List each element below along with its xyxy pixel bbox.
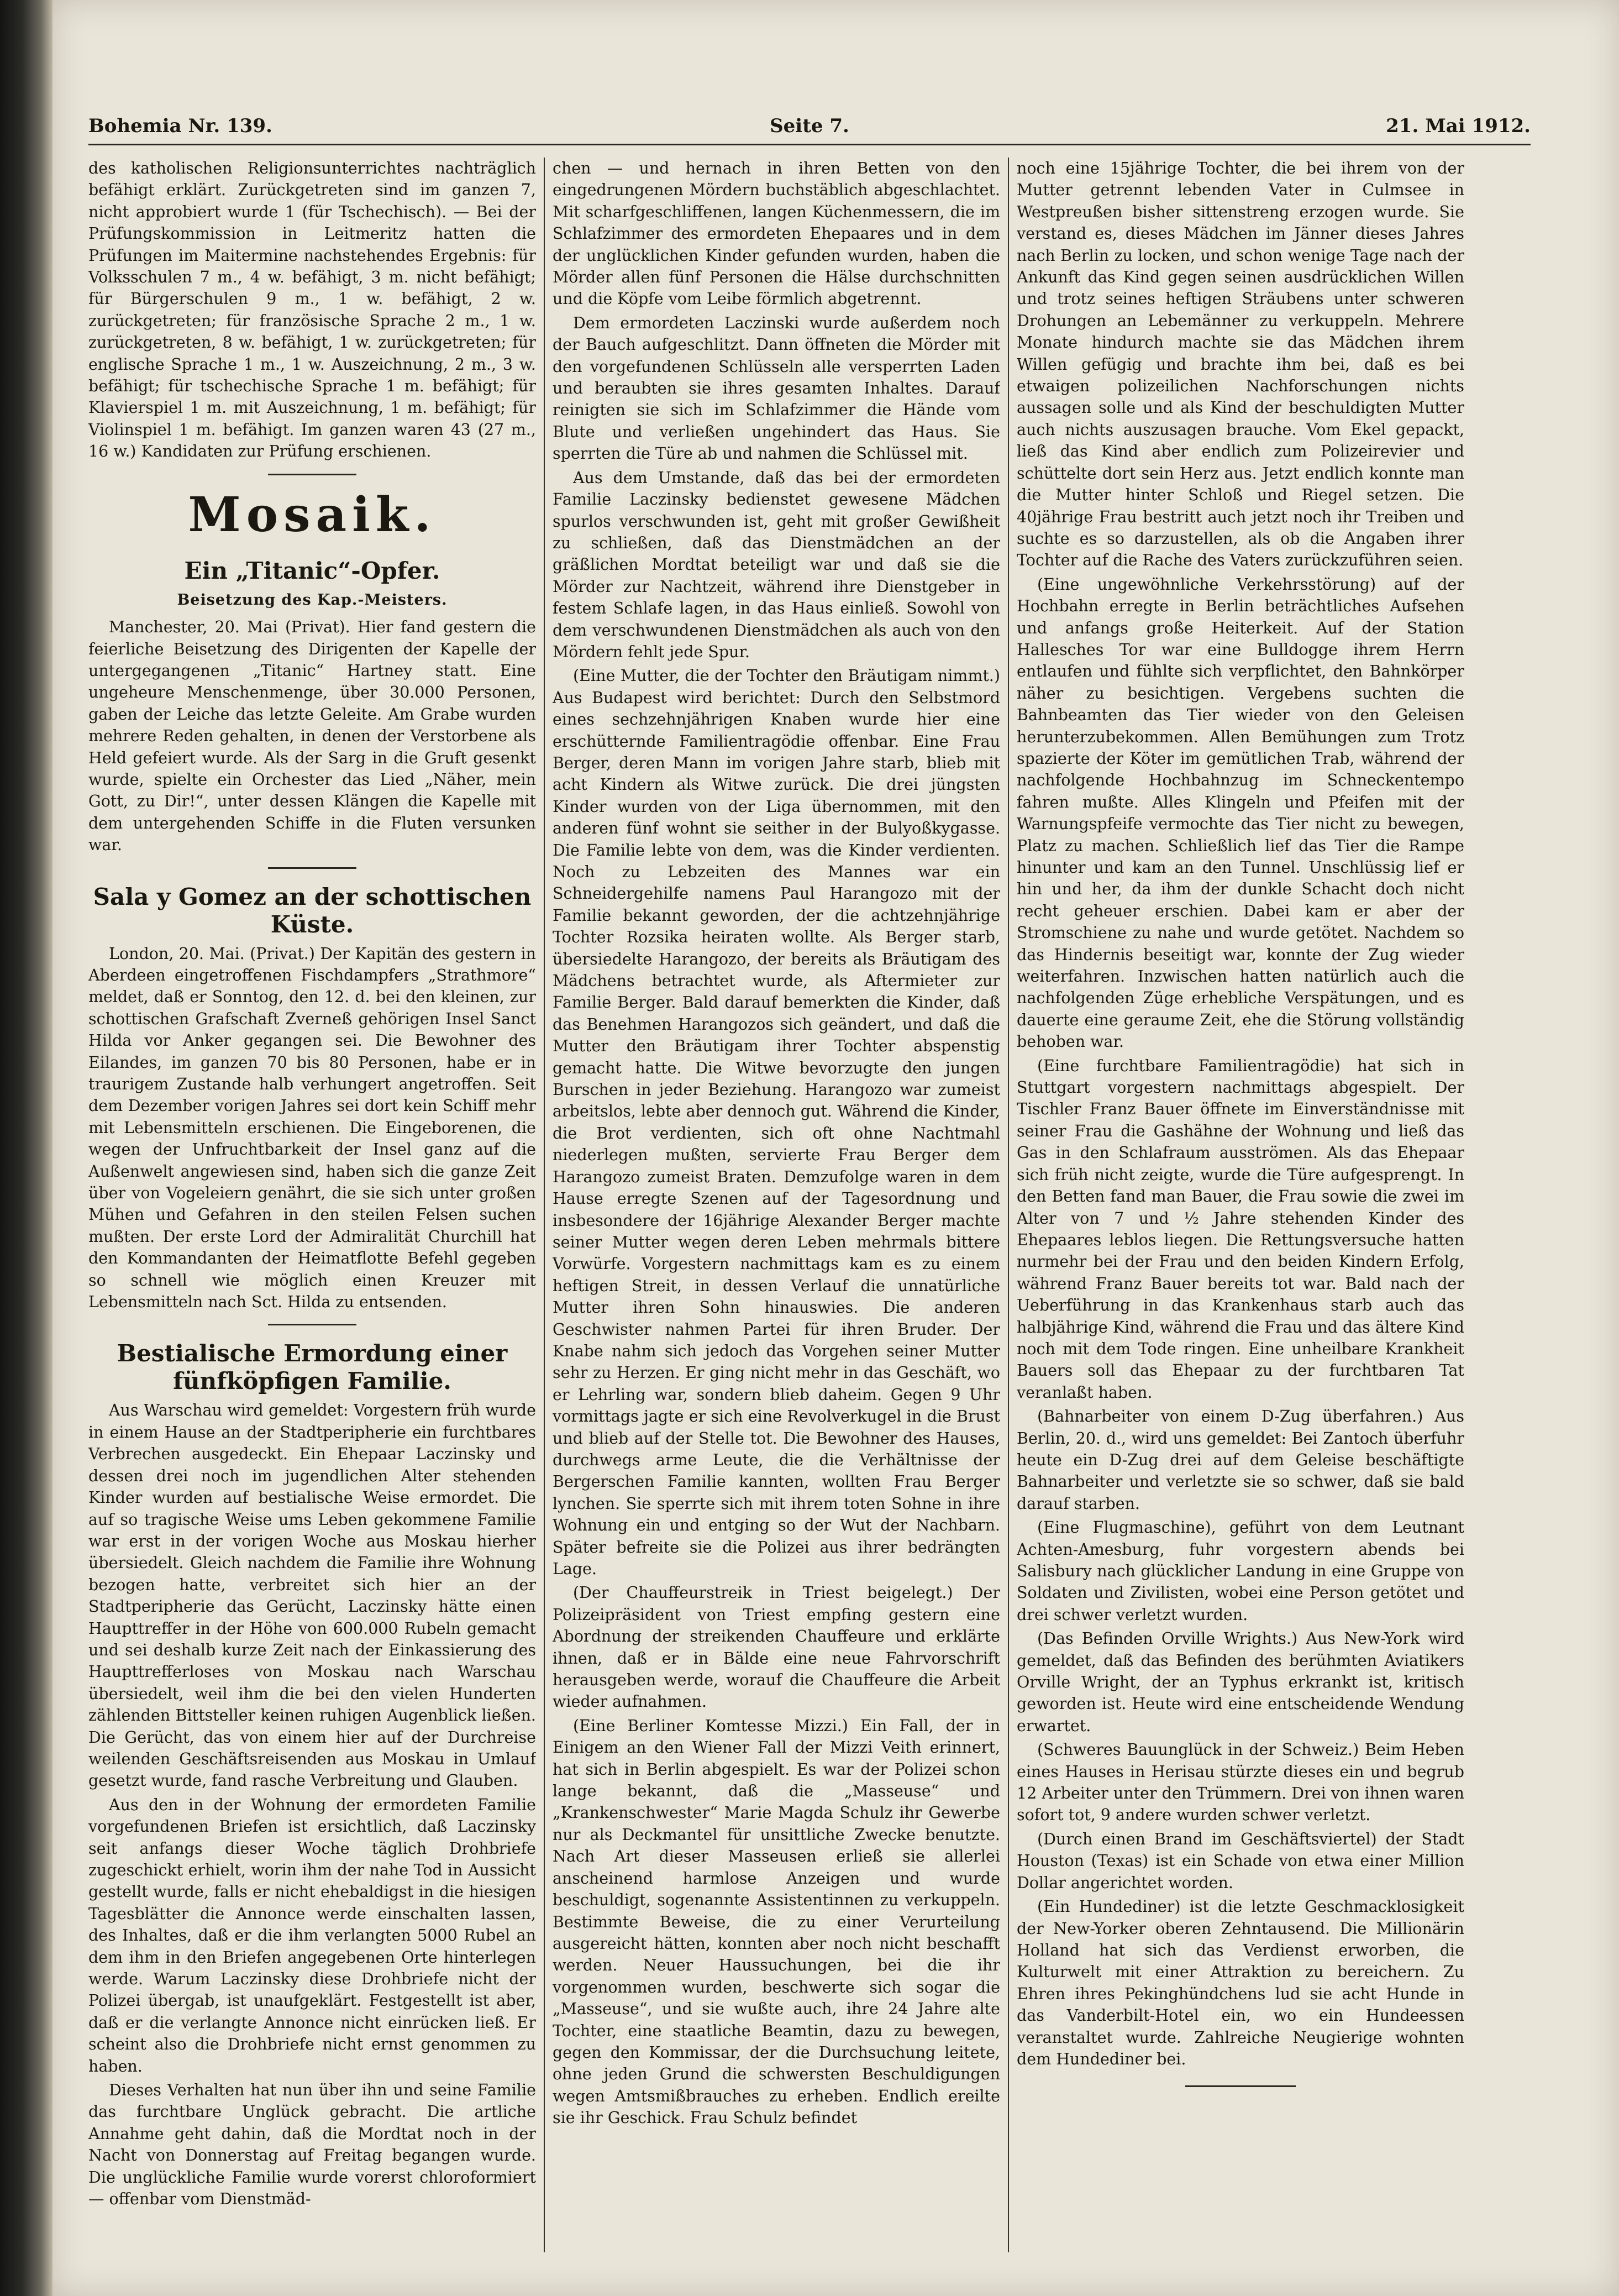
article-paragraph: Aus dem Umstande, daß das bei der ermordeten Familie Laczinsky bedienstet gewesene Mädchen spurlos verschwunden ist, geht mit großer Gewißheit zu schließen, daß das Dienstmädchen an der gräßlichen Mordtat beteiligt war und daß sie die Mörder zur Nachtzeit, während ihre Dienstgeber in festem Schlafe lagen, in das Haus einließ. Sowohl von dem verschwundenen Dienstmädchen als auch von den Mördern fehlt jede Spur. [553,468,1000,661]
article-headline: Bestialische Ermordung einer fünfköpfigen Familie. [117,1340,508,1395]
section-title: Mosaik. [188,486,437,543]
column-rule-2 [1008,158,1009,2252]
news-item: (Eine furchtbare Familientragödie) hat sich in Stuttgart vorgestern nachmittags abgespielt. Der Tischler Franz Bauer öffnete im Einverständnisse mit seiner Frau die Gashähne der Wohnung und ließ das Gas in den Schlafraum ausströmen. Als das Ehepaar sich früh nicht zeigte, wurde die Türe aufgesprengt. In den Betten fand man Bauer, die Frau sowie die zwei im Alter von 7 und ½ Jahre stehenden Kinder des Ehepaares leblos liegen. Die Rettungsversuche hatten nurmehr bei der Frau und den beiden Kindern Erfolg, während Franz Bauer bereits tot war. Bald nach der Ueberführung in das Krankenhaus starb auch das halbjährige Kind, während die Frau und das ältere Kind noch mit dem Tode ringen. Eine unheilbare Krankheit Bauers soll das Ehepaar zu der furchtbaren Tat veranlaßt haben. [1017,1056,1464,1402]
divider [268,474,356,475]
article-paragraph: Aus Warschau wird gemeldet: Vorgestern früh wurde in einem Hause an der Stadtperipherie ein furchtbares Verbrechen ausgedeckt. Ein Ehepaar Laczinsky und dessen drei noch im jugendlichen Alter stehenden Kinder wurden auf bestialische Weise ermordet. Die auf so tragische Weise ums Leben gekommene Familie war erst in der vorigen Woche aus Moskau hierher übersiedelt. Gleich nachdem die Familie ihre Wohnung bezogen hatte, verbreitet sich hier an der Stadtperipherie das Gerücht, Laczinsky hätte einen Haupttreffer in der Höhe von 600.000 Rubeln gemacht und sei deshalb kurze Zeit nach der Einkassierung des Haupttrefferloses von Moskau nach Warschau übersiedelt, weil ihm die bei den vielen Hunderten zählenden Bittsteller keinen ruhigen Augenblick ließen. Die Gerücht, das von einem hier auf der Durchreise weilenden Geschäftsreisenden aus Moskau in Umlauf gesetzt wurde, fand rasche Verbreitung und Glauben. [88,1401,536,1790]
article-paragraph: Manchester, 20. Mai (Privat). Hier fand gestern die feierliche Beisetzung des Dirigenten der Kapelle der untergegangenen „Titanic“ Hartney statt. Eine ungeheure Menschenmenge, über 30.000 Personen, gaben der Leiche das letzte Geleite. Am Grabe wurden mehrere Reden gehalten, in denen der Verstorbene als Held gefeiert wurde. Als der Sarg in die Gruft gesenkt wurde, spielte ein Orchester das Lied „Näher, mein Gott, zu Dir!“, unter dessen Klängen die Kapelle mit dem untergehenden Schiffe in die Fluten versunken war. [88,618,536,855]
news-item: (Der Chauffeurstreik in Triest beigelegt.) Der Polizeipräsident von Triest empfing gestern eine Abordnung der streikenden Chauffeure und erklärte ihnen, daß er in Bälde eine neue Fahrvorschrift herausgeben werde, worauf die Chauffeure die Arbeit wieder aufnahmen. [553,1584,1000,1711]
news-item: (Bahnarbeiter von einem D-Zug überfahren.) Aus Berlin, 20. d., wird uns gemeldet: Bei Zantoch überfuhr heute ein D-Zug drei auf dem Geleise beschäftigte Bahnarbeiter und verletzte sie so schwer, daß sie bald darauf starben. [1017,1407,1464,1513]
article-paragraph: Dem ermordeten Laczinski wurde außerdem noch der Bauch aufgeschlitzt. Dann öffneten die Mörder mit den vorgefundenen Schlüsseln alle versperrten Laden und beraubten sie ihres gesamten Inhaltes. Darauf reinigten sie sich im Schlafzimmer die Hände vom Blute und verließen ungehindert das Haus. Sie sperrten die Türe ab und nahmen die Schlüssel mit. [553,313,1000,463]
news-item: (Schweres Bauunglück in der Schweiz.) Beim Heben eines Hauses in Herisau stürzte dieses ein und begrub 12 Arbeiter unter den Trümmern. Drei von ihnen waren sofort tot, 9 andere wurden schwer verletzt. [1017,1741,1464,1825]
article-subheadline: Beisetzung des Kap.-Meisters. [177,591,448,609]
divider [268,1324,356,1325]
end-rule [1185,2085,1296,2087]
column-1 [88,158,536,2252]
news-item: (Eine ungewöhnliche Verkehrsstörung) auf der Hochbahn erregte in Berlin beträchtliches Aufsehen und anfangs große Heiterkeit. Auf der Station Hallesches Tor war eine Bulldogge ihrem Herrn entlaufen und fühlte sich verpflichtet, den Bahnkörper näher zu besichtigen. Vergebens suchten die Bahnbeamten das Tier wieder von den Geleisen herunterzubekommen. Allen Bemühungen zum Trotz spazierte der Köter im gemütlichen Trab, während der nachfolgende Hochbahnzug im Schneckentempo fahren mußte. Alles Klingeln und Pfeifen mit der Warnungspfeife vermochte das Tier nicht zu bewegen, Platz zu machen. Schließlich lief das Tier die Rampe hinunter und kam an den Tunnel. Unschlüssig lief er hin und her, da ihm der dunkle Schacht doch nicht recht geheuer erschien. Dabei kam er aber der Stromschiene zu nahe und wurde getötet. Nachdem so das Hindernis beseitigt war, konnte der Zug wieder weiterfahren. Inzwischen hatten natürlich auch die nachfolgenden Züge erhebliche Verspätungen, und es dauerte eine geraume Zeit, ehe die Störung vollständig behoben war. [1017,575,1464,1051]
news-item: (Durch einen Brand im Geschäftsviertel) der Stadt Houston (Texas) ist ein Schade von etwa einer Million Dollar angerichtet worden. [1017,1830,1464,1892]
header-publication: Bohemia Nr. 139. [88,115,272,137]
article-paragraph: Aus den in der Wohnung der ermordeten Familie vorgefundenen Briefen ist ersichtlich, daß Laczinsky seit anfangs dieser Woche täglich Drohbriefe zugeschickt erhielt, worin ihm der nahe Tod in Aussicht gestellt wurde, falls er nicht ehebaldigst in die hiesigen Tagesblätter die Annonce werde einschalten lassen, des Inhaltes, daß er die ihm verlangten 5000 Rubel an dem ihm in den Briefen angegebenen Orte hinterlegen werde. Warum Laczinsky diese Drohbriefe nicht der Polizei übergab, ist unaufgeklärt. Festgestellt ist aber, daß er die verlangte Annonce nicht einrücken ließ. Er scheint also die Drohbriefe nicht ernst genommen zu haben. [88,1795,536,2075]
article-paragraph: Dieses Verhalten hat nun über ihn und seine Familie das furchtbare Unglück gebracht. Die artliche Annahme geht dahin, daß die Mordtat noch in der Nacht von Donnerstag auf Freitag begangen wurde. Die unglückliche Familie wurde vorerst chloroformiert — offenbar vom Dienstmäd- [88,2081,536,2209]
continued-paragraph: des katholischen Religionsunterrichtes nachträglich befähigt erklärt. Zurückgetreten sind im ganzen 7, nicht approbiert wurde 1 (für Tschechisch). — Bei der Prüfungskommission in Leitmeritz hatten die Prüfungen im Maitermine nachstehendes Ergebnis: für Volksschulen 7 m., 4 w. befähigt, 3 m. nicht befähigt; für Bürgerschulen 9 m., 1 w. befähigt, 2 w. zurückgetreten; für französische Sprache 2 m., 1 w. zurückgetreten, 8 w. befähigt, 1 w. zurückgetreten; für englische Sprache 1 m., 1 w. Auszeichnung, 2 m., 3 w. befähigt; für tschechische Sprache 1 m. befähigt; für Klavierspiel 1 m. mit Auszeichnung, 1 m. befähigt; für Violinspiel 1 m. befähigt. Im ganzen waren 43 (27 m., 16 w.) Kandidaten zur Prüfung erschienen. [88,159,536,461]
news-item: (Das Befinden Orville Wrights.) Aus New-York wird gemeldet, daß das Befinden des berühmten Aviatikers Orville Wright, der an Typhus erkrankt ist, kritisch geworden ist. Heute wird eine entscheidende Wendung erwartet. [1017,1629,1464,1735]
article-paragraph: noch eine 15jährige Tochter, die bei ihrem von der Mutter getrennt lebenden Vater in Culmsee in Westpreußen bisher sittenstreng erzogen wurde. Sie verstand es, dieses Mädchen im Jänner dieses Jahres nach Berlin zu locken, und schon wenige Tage nach der Ankunft das Kind gegen seinen ausdrücklichen Willen und trotz seines heftigen Sträubens unter schweren Drohungen an Lebemänner zu verkuppeln. Mehrere Monate hindurch machte sie das Mädchen ihrem Willen gefügig und brachte ihm bei, daß es bei etwaigen polizeilichen Nachforschungen nichts aussagen solle und als Kind der beschuldigten Mutter auch nichts auszusagen brauche. Vom Ekel gepackt, ließ das Kind aber endlich zum Polizeirevier und schüttelte dort sein Herz aus. Jetzt endlich konnte man die Mutter hinter Schloß und Riegel setzen. Die 40jährige Frau bestritt auch jetzt noch ihr Treiben und suchte es so darzustellen, als ob die Angaben ihrer Tochter auf die Rache des Vaters zurückzuführen seien. [1017,159,1464,570]
column-2 [553,158,1000,2252]
article-headline: Ein „Titanic“-Opfer. [184,557,440,584]
header-date: 21. Mai 1912. [1386,115,1531,137]
page-header [88,111,1531,145]
article-paragraph: London, 20. Mai. (Privat.) Der Kapitän des gestern in Aberdeen eingetroffenen Fischdampfers „Strathmore“ meldet, daß er Sonntog, den 12. d. bei den kleinen, zur schottischen Grafschaft Zverneß gehörigen Insel Sanct Hilda vor Anker gegangen sei. Die Bewohner des Eilandes, im ganzen 70 bis 80 Personen, habe er in traurigem Zustande halb verhungert angetroffen. Seit dem Dezember vorigen Jahres sei dort kein Schiff mehr mit Lebensmitteln erschienen. Die Eingeborenen, die wegen der Unfruchtbarkeit der Insel ganz auf die Außenwelt angewiesen sind, haben sich die ganze Zeit über von Vogeleiern genährt, die sie sich unter großen Mühen und Gefahren in den steilen Felsen suchen mußten. Der erste Lord der Admiralität Churchill hat den Kommandanten der Heimatflotte Befehl gegeben so schnell wie möglich einen Kreuzer mit Lebensmitteln nach Sct. Hilda zu entsenden. [88,944,536,1312]
column-3 [1017,158,1464,2252]
article-paragraph: chen — und hernach in ihren Betten von den eingedrungenen Mördern buchstäblich abgeschlachtet. Mit scharfgeschliffenen, langen Küchenmessern, die im Schlafzimmer des ermordeten Ehepaares und in dem der unglücklichen Kinder gefunden wurden, haben die Mörder allen fünf Personen die Hälse durchschnitten und die Köpfe vom Leibe förmlich abgetrennt. [553,159,1000,308]
news-item: (Eine Berliner Komtesse Mizzi.) Ein Fall, der in Einigem an den Wiener Fall der Mizzi Veith erinnert, hat sich in Berlin abgespielt. Es war der Polizei schon lange bekannt, daß die „Masseuse“ und „Krankenschwester“ Marie Magda Schulz ihr Gewerbe nur als Deckmantel für unsittliche Zwecke benutzte. Nach Art dieser Masseusen erließ sie allerlei anscheinend harmlose Anzeigen und wurde beschuldigt, sogenannte Assistentinnen zu verkuppeln. Bestimmte Beweise, die zu einer Verurteilung ausgereicht hätten, konnten aber noch nicht beschafft werden. Neuer Haussuchungen, bei die ihr vorgenommen wurden, beschwerte sich sogar die „Masseuse“, und sie wußte auch, ihre 24 Jahre alte Tochter, eine staatliche Beamtin, dazu zu bewegen, gegen den Kommissar, der die Durchsuchung leitete, ohne jeden Grund die schwersten Beschuldigungen wegen Amtsmißbrauches zu erheben. Endlich ereilte sie ihr Geschick. Frau Schulz befindet [553,1716,1000,2127]
news-item: (Eine Flugmaschine), geführt von dem Leutnant Achten-Amesburg, fuhr vorgestern abends bei Salisbury nach glücklicher Landung in eine Gruppe von Soldaten und Zivilisten, wobei eine Person getötet und drei schwer verletzt wurden. [1017,1518,1464,1624]
news-item: (Eine Mutter, die der Tochter den Bräutigam nimmt.) Aus Budapest wird berichtet: Durch den Selbstmord eines sechzehnjährigen Knaben wurde hier eine erschütternde Familientragödie offenbar. Eine Frau Berger, deren Mann im vorigen Jahre starb, blieb mit acht Kindern als Witwe zurück. Die drei jüngsten Kinder wurden von der Liga übernommen, mit den anderen fünf wohnt sie seither in der Bulyoßkygasse. Die Familie lebte von dem, was die Kinder verdienten. Noch zu Lebzeiten des Mannes war ein Schneidergehilfe namens Paul Harangozo mit der Familie bekannt geworden, der die achtzehnjährige Tochter Rozsika heiraten wollte. Als Berger starb, übersiedelte Harangozo, der bereits als Bräutigam des Mädchens betrachtet wurde, als Aftermieter zur Familie Berger. Bald darauf bemerkten die Kinder, daß das Benehmen Harangozos sich geändert, und daß die Mutter den Bräutigam ihrer Tochter abspenstig gemacht hatte. Die Witwe bevorzugte den jungen Burschen in jeder Beziehung. Harangozo war zumeist arbeitslos, lebte aber dennoch gut. Während die Kinder, die Brot verdienten, sich oft ohne Nachtmahl niederlegen mußten, servierte Frau Berger dem Harangozo zumeist Braten. Demzufolge waren in dem Hause erregte Szenen auf der Tagesordnung und insbesondere der 16jährige Alexander Berger machte seiner Mutter wegen deren Leben mehrmals bittere Vorwürfe. Vorgestern nachmittags kam es zu einem heftigen Streit, in dessen Verlauf die unnatürliche Mutter ihren Sohn hinauswies. Die anderen Geschwister nahmen Partei für ihren Bruder. Der Knabe nahm sich jedoch das Vorgehen seiner Mutter sehr zu Herzen. Er ging nicht mehr in das Geschäft, wo er Lehrling war, sondern blieb daheim. Gegen 9 Uhr vormittags jagte er sich eine Revolverkugel in die Brust und blieb auf der Stelle tot. Die Bewohner des Hauses, durchwegs arme Leute, die die Verhältnisse der Bergerschen Familie kannten, wollten Frau Berger lynchen. Sie sperrte sich mit ihrem toten Sohne in ihre Wohnung ein und entging so der Wut der Nachbarn. Später befreite sie die Polizei aus ihrer bedrängten Lage. [553,667,1000,1578]
column-rule-1 [544,158,545,2252]
divider [268,867,356,869]
header-page-number: Seite 7. [770,115,849,137]
article-headline: Sala y Gomez an der schottischen Küste. [93,883,532,938]
scan-binding-edge [0,0,52,2296]
news-item: (Ein Hundediner) ist die letzte Geschmacklosigkeit der New-Yorker oberen Zehntausend. Die Millionärin Holland hat sich das Verdienst erworben, die Kulturwelt mit einer Attraktion zu bereichern. Zu Ehren ihres Pekinghündchens lud sie acht Hunde in das Vanderbilt-Hotel ein, wo ein Hundeessen veranstaltet wurde. Zahlreiche Neugierige wohnten dem Hundediner bei. [1017,1897,1464,2068]
